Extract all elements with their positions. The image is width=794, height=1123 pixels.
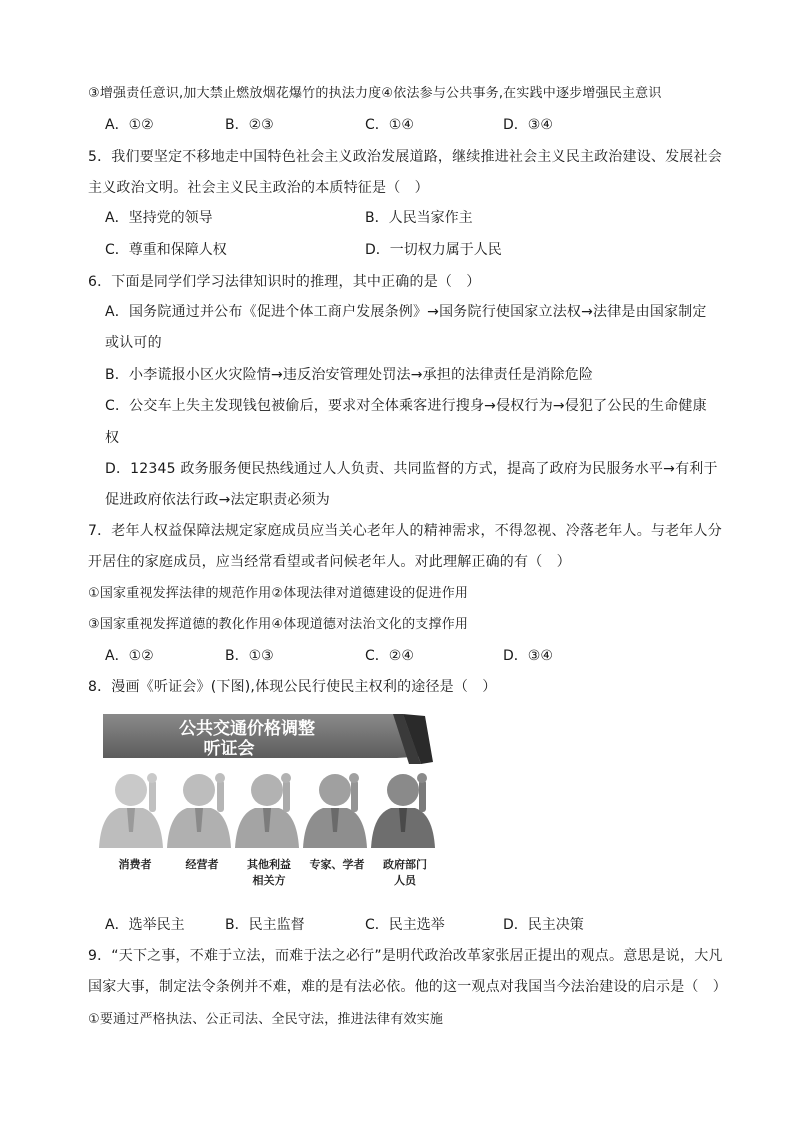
q6-option-c-line1: C．公交车上失主发现钱包被偷后，要求对全体乘客进行搜身→侵权行为→侵犯了公民的生命健康 — [105, 398, 707, 414]
q6-option-a-line1: A．国务院通过并公布《促进个体工商户发展条例》→国务院行使国家立法权→法律是由国家制定 — [105, 304, 707, 320]
person-government-figure — [371, 773, 435, 848]
caption-expert: 专家、学者 — [309, 858, 365, 871]
q8-option-a: A．选举民主 — [105, 917, 185, 933]
caption-stakeholder-line1: 其他利益 — [247, 858, 291, 871]
caption-government-line1: 政府部门 — [383, 858, 427, 871]
q7-option-c: C．②④ — [365, 648, 414, 664]
q5-option-c: C．尊重和保障人权 — [105, 242, 227, 258]
person-stakeholder-figure — [235, 773, 299, 848]
cartoon-banner-title: 公共交通价格调整 — [179, 719, 315, 739]
caption-operator: 经营者 — [185, 858, 219, 871]
q7-stem-line1: 7．老年人权益保障法规定家庭成员应当关心老年人的精神需求，不得忽视、冷落老年人。与老年人分 — [88, 523, 722, 539]
q7-statements-3-4: ③国家重视发挥道德的教化作用④体现道德对法治文化的支撑作用 — [88, 617, 469, 632]
q8-option-c: C．民主选举 — [365, 917, 445, 933]
q9-stem-line2: 国家大事，制定法令条例并不难，难的是有法必依。他的这一观点对我国当今法治建设的启示是（ ） — [88, 979, 727, 995]
q7-option-b: B．①③ — [225, 648, 274, 664]
q4-option-b: B．②③ — [225, 117, 274, 133]
q5-stem-line1: 5．我们要坚定不移地走中国特色社会主义政治发展道路，继续推进社会主义民主政治建设、发展社会 — [88, 149, 722, 165]
q5-option-d: D．一切权力属于人民 — [365, 242, 502, 258]
cartoon-banner-subtitle: 听证会 — [203, 739, 255, 759]
q6-option-c-line2: 权 — [105, 430, 120, 446]
q7-option-d: D．③④ — [503, 648, 553, 664]
caption-consumer: 消费者 — [118, 858, 152, 871]
person-expert-figure — [303, 773, 367, 848]
q9-stem-line1: 9．“天下之事，不难于立法，而难于法之必行”是明代政治改革家张居正提出的观点。意思是说，大凡 — [88, 948, 723, 964]
q5-option-b: B．人民当家作主 — [365, 210, 473, 226]
q6-option-b: B．小李谎报小区火灾险情→违反治安管理处罚法→承担的法律责任是消除危险 — [105, 367, 594, 383]
q4-option-c: C．①④ — [365, 117, 414, 133]
q6-option-a-line2: 或认可的 — [105, 335, 162, 351]
caption-stakeholder-line2: 相关方 — [252, 874, 286, 887]
person-consumer-figure — [99, 773, 163, 848]
q4-option-a: A．①② — [105, 117, 154, 133]
q8-stem: 8．漫画《听证会》(下图),体现公民行使民主权利的途径是（ ） — [88, 679, 497, 695]
hearing-cartoon — [97, 708, 437, 898]
q5-option-a: A．坚持党的领导 — [105, 210, 213, 226]
q8-option-d: D．民主决策 — [503, 917, 584, 933]
q7-option-a: A．①② — [105, 648, 154, 664]
person-operator-figure — [167, 773, 231, 848]
q6-option-d-line1: D．12345 政务服务便民热线通过人人负责、共同监督的方式，提高了政府为民服务水平→有利于 — [105, 461, 718, 477]
caption-government-line2: 人员 — [394, 874, 416, 887]
q8-option-b: B．民主监督 — [225, 917, 305, 933]
q7-stem-line2: 开居住的家庭成员，应当经常看望或者问候老年人。对此理解正确的有（ ） — [88, 554, 571, 570]
q6-stem: 6．下面是同学们学习法律知识时的推理，其中正确的是（ ） — [88, 274, 481, 290]
q6-option-d-line2: 促进政府依法行政→法定职责必须为 — [105, 492, 330, 508]
q4-option-d: D．③④ — [503, 117, 553, 133]
q7-statements-1-2: ①国家重视发挥法律的规范作用②体现法律对道德建设的促进作用 — [88, 586, 469, 601]
q5-stem-line2: 主义政治文明。社会主义民主政治的本质特征是（ ） — [88, 180, 429, 196]
q9-statement-1: ①要通过严格执法、公正司法、全民守法，推进法律有效实施 — [88, 1012, 444, 1027]
q4-statements-3-4: ③增强责任意识,加大禁止燃放烟花爆竹的执法力度④依法参与公共事务,在实践中逐步增强民主意识 — [88, 86, 662, 101]
